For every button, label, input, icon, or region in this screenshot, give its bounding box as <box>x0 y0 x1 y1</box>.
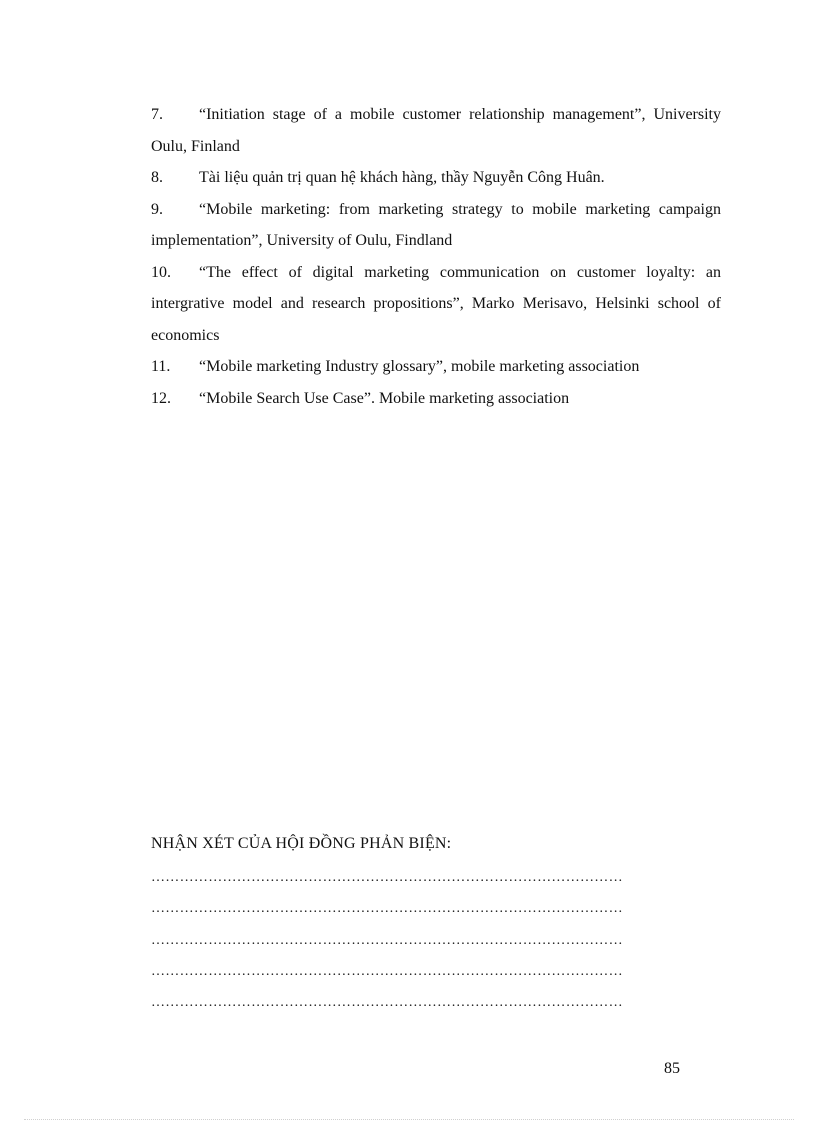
review-dot-line: ……………………………………………………………………………………… <box>151 870 623 885</box>
reference-number: 11. <box>151 358 171 375</box>
page-number: 85 <box>664 1060 680 1077</box>
reference-number: 8. <box>151 169 163 186</box>
reference-number: 7. <box>151 106 163 123</box>
reference-item-12 <box>151 383 721 415</box>
page-bottom-divider <box>24 1119 794 1120</box>
reference-text: “Mobile Search Use Case”. Mobile marketing association <box>199 389 570 407</box>
review-dot-line: ……………………………………………………………………………………… <box>151 932 623 948</box>
reference-number: 9. <box>151 200 163 218</box>
reference-text: Tài liệu quản trị quan hệ khách hàng, thầy Nguyễn Công Huân. <box>199 169 605 186</box>
review-title: NHẬN XÉT CỦA HỘI ĐỒNG PHẢN BIỆN: <box>151 835 452 852</box>
review-section <box>151 832 711 1018</box>
reference-number: 12. <box>151 389 171 407</box>
reference-item-9 <box>151 194 721 257</box>
reference-text: “The effect of digital marketing communication on customer loyalty: an intergrative model and research propositions”, Marko Merisavo, Helsinki school of economics <box>151 263 721 344</box>
reference-list <box>151 99 721 414</box>
reference-item-7 <box>151 99 721 162</box>
reference-text: “Mobile marketing Industry glossary”, mobile marketing association <box>199 358 640 375</box>
reference-text: “Mobile marketing: from marketing strategy to mobile marketing campaign implementation”, University of Oulu, Findland <box>151 200 721 249</box>
review-dot-line: ……………………………………………………………………………………… <box>151 901 623 917</box>
review-dot-line: ……………………………………………………………………………………… <box>151 963 623 979</box>
reference-item-10 <box>151 257 721 352</box>
reference-item-8 <box>151 162 721 194</box>
reference-item-11 <box>151 351 721 383</box>
reference-text: “Initiation stage of a mobile customer relationship management”, University Oulu, Finland <box>151 106 721 155</box>
review-dot-line: ……………………………………………………………………………………… <box>151 995 623 1011</box>
reference-number: 10. <box>151 263 171 281</box>
